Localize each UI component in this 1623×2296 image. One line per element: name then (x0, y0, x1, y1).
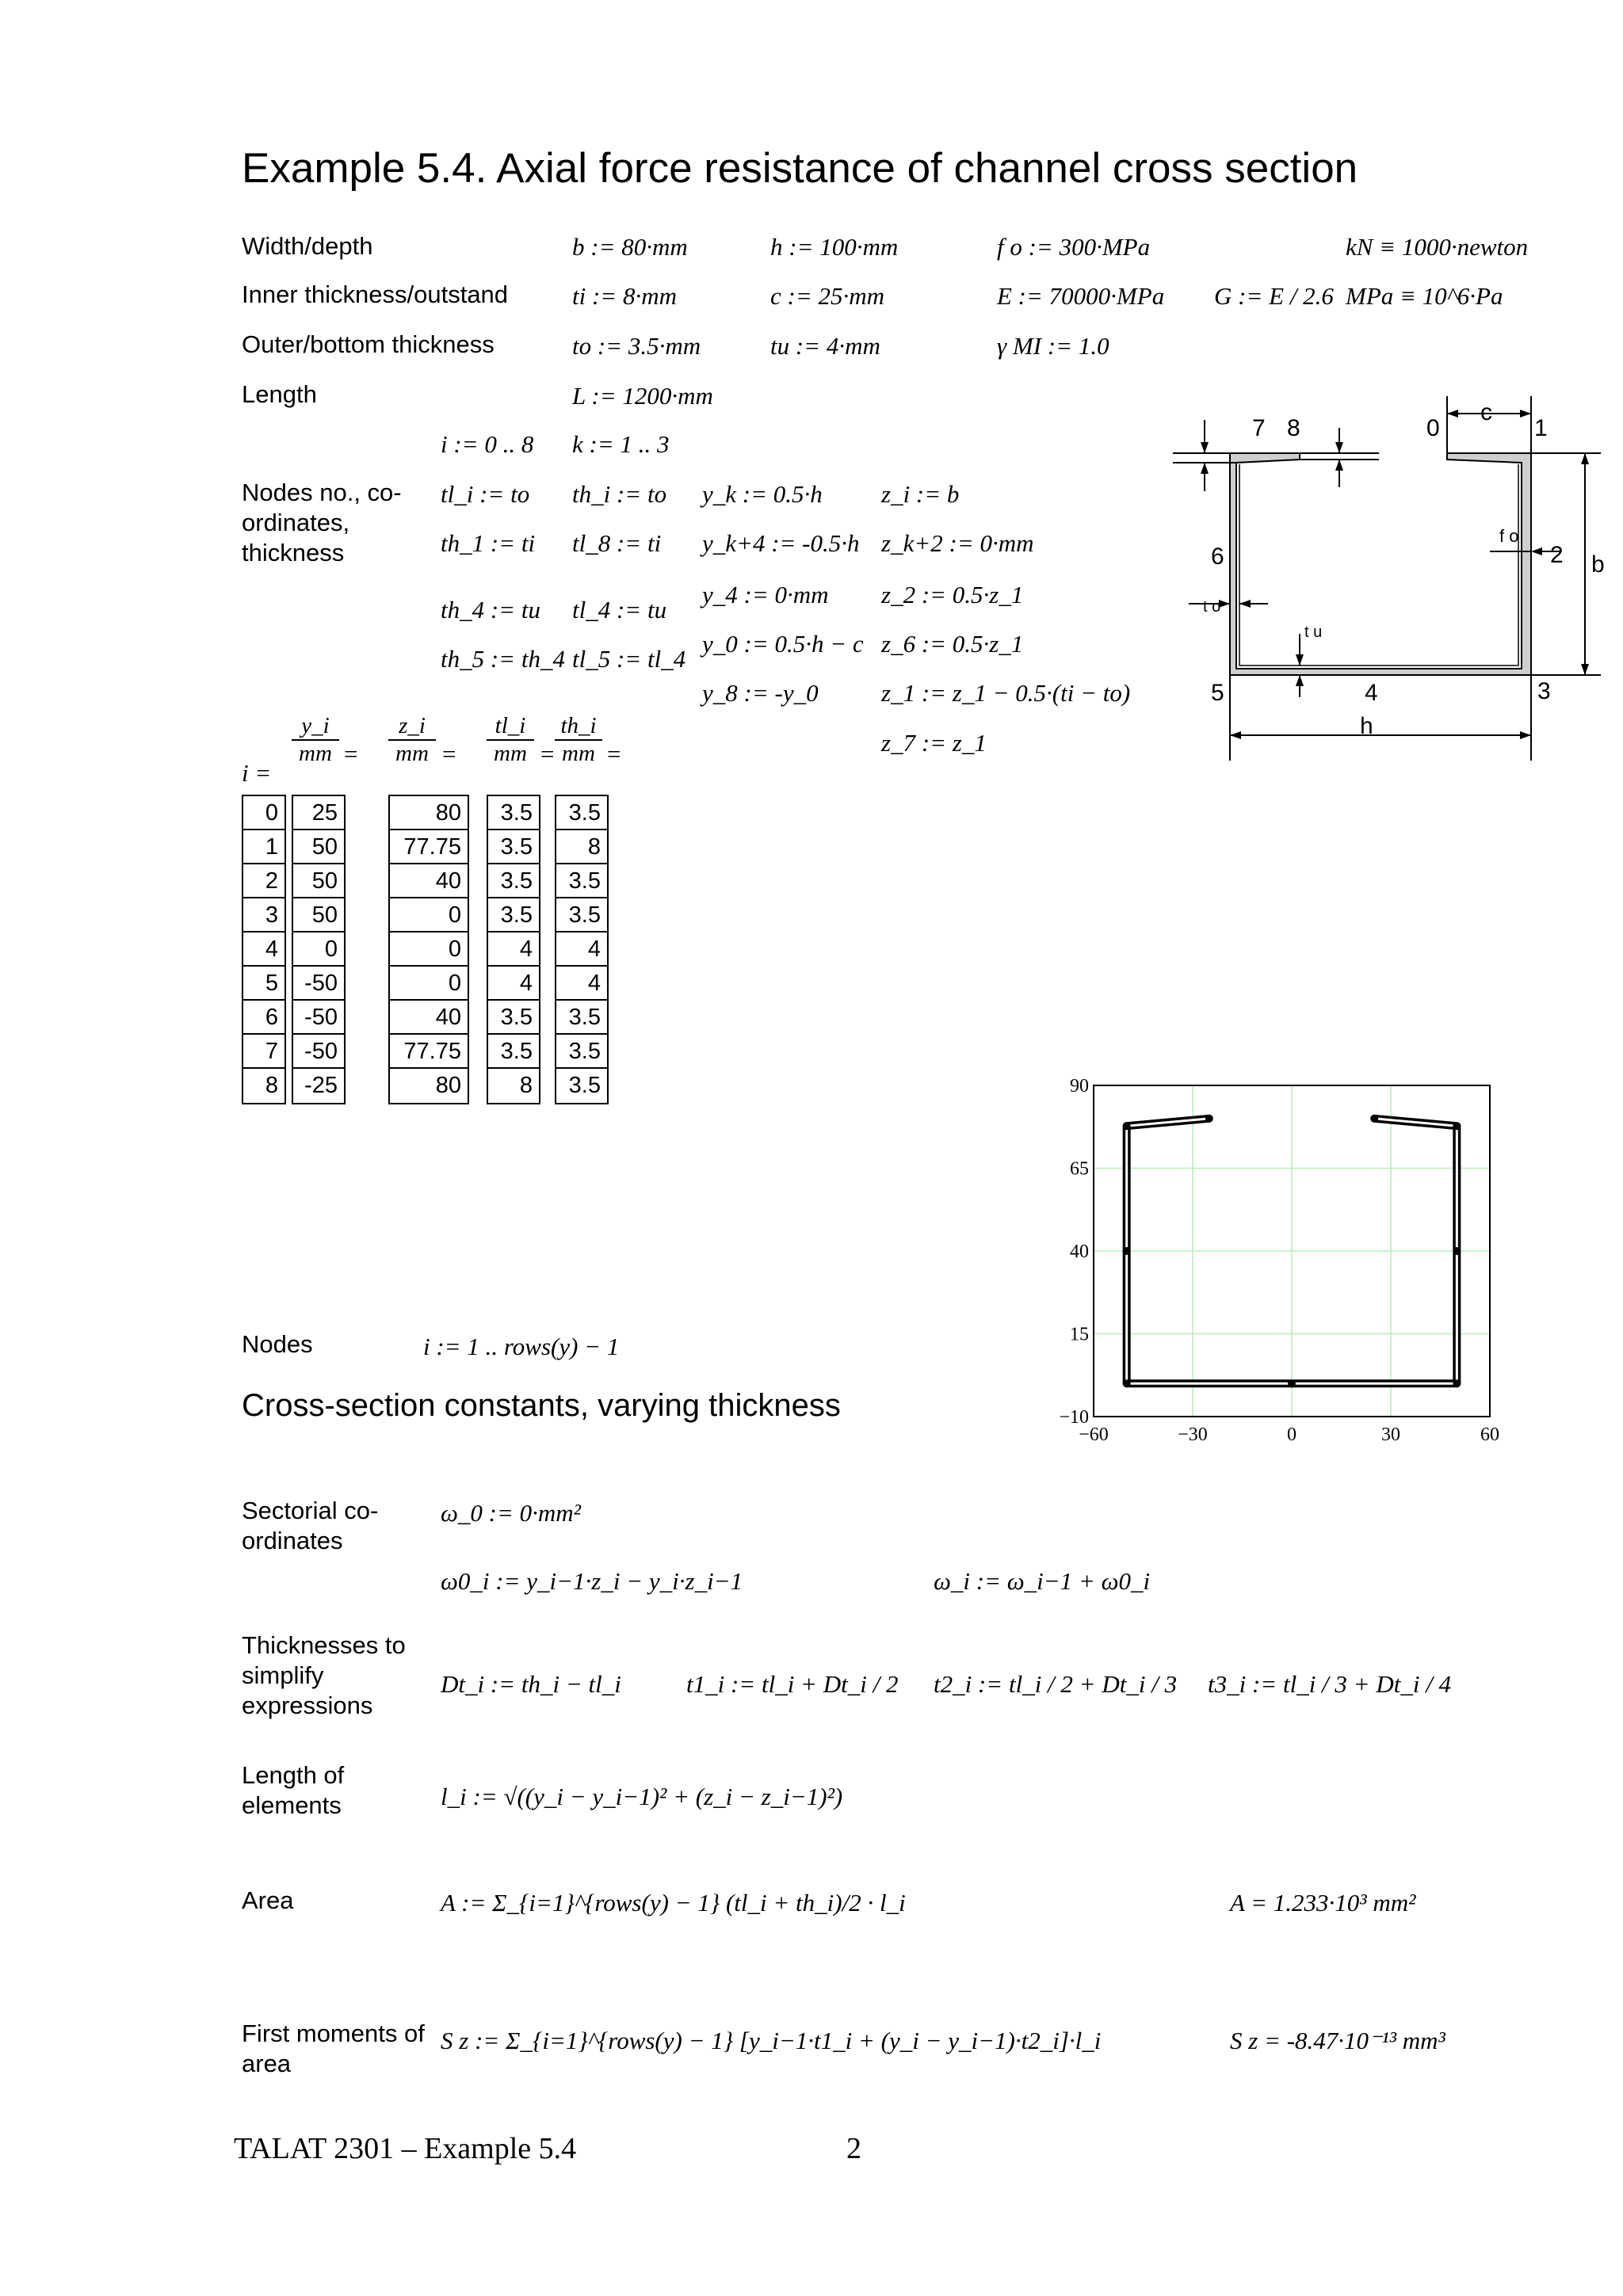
plot-ytick-label: −10 (1059, 1407, 1089, 1428)
table-cell: 3.5 (488, 830, 539, 864)
table-cell: 7 (243, 1035, 285, 1069)
def-tl-5: tl_5 := tl_4 (572, 645, 686, 673)
table-cell: 4 (556, 967, 607, 1001)
footer-page-number: 2 (846, 2132, 861, 2165)
table-col-th (555, 795, 609, 1104)
table-cell: -50 (293, 1001, 344, 1035)
eq-l: L := 1200·mm (572, 382, 713, 410)
plot-node-point (1123, 1379, 1131, 1387)
label-outer-thickness: Outer/bottom thickness (242, 330, 495, 358)
table-cell: 0 (390, 898, 468, 933)
table-cell: 3.5 (568, 1073, 601, 1098)
plot-xtick-label: 60 (1480, 1425, 1499, 1445)
eq-dt: Dt_i := th_i − tl_i (441, 1670, 621, 1698)
eq-nodes-range: i := 1 .. rows(y) − 1 (423, 1333, 620, 1360)
plot-node-point (1453, 1247, 1461, 1255)
eq-omega-0: ω_0 := 0·mm² (441, 1499, 581, 1527)
def-z-6: z_6 := 0.5·z_1 (881, 630, 1024, 658)
node-label-2: 2 (1550, 542, 1564, 568)
table-cell: 4 (488, 933, 539, 967)
table-col-z (388, 795, 469, 1104)
node-label-1: 1 (1534, 415, 1548, 441)
node-label-7: 7 (1252, 415, 1266, 441)
header-th: th_i mm (555, 713, 602, 767)
def-y-k4: y_k+4 := -0.5·h (702, 529, 860, 557)
table-cell: 8 (556, 830, 607, 864)
node-label-6: 6 (1211, 543, 1224, 570)
def-z-7: z_7 := z_1 (881, 729, 987, 757)
table-cell: 77.75 (390, 1035, 468, 1069)
eq-omega-i: ω_i := ω_i−1 + ω0_i (934, 1567, 1151, 1595)
range-k: k := 1 .. 3 (572, 430, 670, 458)
table-cell: 40 (390, 864, 468, 898)
table-cell: 0 (390, 933, 468, 967)
table-cell: 80 (390, 796, 468, 830)
table-cell: -50 (293, 1035, 344, 1069)
table-col-tl (487, 795, 540, 1104)
table-cell: 6 (243, 1001, 285, 1035)
plot-xtick-label: 30 (1381, 1425, 1400, 1445)
table-cell: -50 (293, 967, 344, 1001)
dim-label-h: h (1360, 713, 1373, 739)
dim-label-tu: t u (1304, 624, 1323, 641)
eq-ti: ti := 8·mm (572, 282, 677, 310)
section-title: Cross-section constants, varying thickness (242, 1388, 841, 1423)
table-col-y (292, 795, 346, 1104)
eq-fo: f o := 300·MPa (997, 233, 1151, 261)
table-cell: 5 (243, 967, 285, 1001)
def-z-1: z_1 := z_1 − 0.5·(ti − to) (881, 679, 1131, 707)
table-cell: 50 (293, 830, 344, 864)
table-cell: 4 (556, 933, 607, 967)
def-tl-4: tl_4 := tu (572, 596, 667, 624)
plot-ytick-label: 65 (1070, 1158, 1089, 1180)
plot-ytick-label: 90 (1070, 1076, 1089, 1097)
table-cell: 2 (243, 864, 285, 898)
def-th-5: th_5 := th_4 (441, 645, 565, 673)
label-inner-thickness: Inner thickness/outstand (242, 280, 509, 308)
plot-xtick-label: 0 (1287, 1425, 1296, 1445)
table-col-i (242, 795, 286, 1104)
table-cell: 40 (390, 1001, 468, 1035)
eq-first-moment: S z := Σ_{i=1}^{rows(y) − 1} [y_i−1·t1_i + (y_i − y_i−1)·t2_i]·l_i (441, 2027, 1102, 2054)
table-cell: 0 (390, 967, 468, 1001)
eq-gamma: γ MI := 1.0 (997, 332, 1109, 360)
label-area: Area (242, 1886, 294, 1914)
def-z-2: z_2 := 0.5·z_1 (881, 581, 1024, 608)
eq-c: c := 25·mm (770, 282, 885, 310)
table-index-label: i = (242, 759, 272, 787)
def-y-k: y_k := 0.5·h (702, 480, 823, 508)
label-length-elements: Length of elements (242, 1761, 345, 1819)
eq-h: h := 100·mm (770, 233, 899, 261)
dim-label-fo: f o (1499, 526, 1519, 546)
table-cell: 77.75 (390, 830, 468, 864)
plot-node-point (1370, 1115, 1378, 1123)
eq-t2: t2_i := tl_i / 2 + Dt_i / 3 (934, 1670, 1178, 1698)
table-cell: 3.5 (488, 1001, 539, 1035)
node-label-0: 0 (1426, 415, 1440, 441)
table-cell: 3.5 (488, 864, 539, 898)
result-area: A = 1.233·10³ mm² (1230, 1889, 1416, 1917)
node-label-5: 5 (1211, 680, 1224, 706)
label-nodes: Nodes (242, 1330, 313, 1358)
label-length: Length (242, 380, 317, 408)
table-cell: 3.5 (556, 898, 607, 933)
table-cell: 3.5 (556, 796, 607, 830)
def-y-0: y_0 := 0.5·h − c (702, 630, 864, 658)
node-label-8: 8 (1287, 415, 1300, 441)
footer-title: TALAT 2301 – Example 5.4 (234, 2132, 577, 2165)
def-tl-8: tl_8 := ti (572, 529, 662, 557)
label-thicknesses: Thicknesses to simplify expressions (242, 1631, 406, 1719)
eq-to: to := 3.5·mm (572, 332, 701, 360)
def-z-k2: z_k+2 := 0·mm (881, 529, 1034, 557)
def-y-4: y_4 := 0·mm (702, 581, 829, 608)
label-first-moments: First moments of area (242, 2019, 425, 2077)
plot-node-point (1453, 1122, 1461, 1130)
table-cell: 3 (243, 898, 285, 933)
node-label-4: 4 (1365, 680, 1378, 706)
header-tl: tl_i mm (487, 713, 534, 767)
table-cell: 25 (293, 796, 344, 830)
header-y: y_i mm (292, 713, 339, 767)
table-cell: 4 (488, 967, 539, 1001)
dim-label-to: t o (1203, 598, 1221, 616)
plot-node-point (1453, 1379, 1461, 1387)
eq-e: E := 70000·MPa (997, 282, 1165, 310)
table-cell: 8 (265, 1073, 278, 1098)
cross-section-plot (1059, 1074, 1522, 1454)
dim-label-b: b (1591, 551, 1605, 578)
result-first-moment: S z = -8.47·10⁻¹³ mm³ (1230, 2027, 1445, 2054)
eq-length: l_i := √((y_i − y_i−1)² + (z_i − z_i−1)²) (441, 1783, 843, 1810)
plot-xtick-label: −30 (1178, 1425, 1208, 1445)
plot-node-point (1205, 1115, 1213, 1123)
def-tl-i: tl_i := to (441, 480, 530, 508)
eq-omega0-i: ω0_i := y_i−1·z_i − y_i·z_i−1 (441, 1567, 743, 1595)
eq-t1: t1_i := tl_i + Dt_i / 2 (686, 1670, 899, 1698)
table-cell: 0 (243, 796, 285, 830)
def-th-i: th_i := to (572, 480, 667, 508)
label-nodes-coords: Nodes no., co-ordinates, thickness (242, 479, 402, 566)
plot-xtick-label: −60 (1079, 1425, 1109, 1445)
eq-kn: kN ≡ 1000·newton (1346, 233, 1529, 261)
eq-b: b := 80·mm (572, 233, 688, 261)
table-cell: 50 (293, 898, 344, 933)
plot-node-point (1123, 1122, 1131, 1130)
table-cell: -25 (304, 1073, 338, 1098)
eq-area: A := Σ_{i=1}^{rows(y) − 1} (tl_i + th_i)/2 · l_i (441, 1889, 906, 1917)
table-cell: 3.5 (556, 864, 607, 898)
label-sectorial: Sectorial co-ordinates (242, 1497, 379, 1554)
table-cell: 0 (293, 933, 344, 967)
node-label-3: 3 (1537, 678, 1551, 704)
plot-node-point (1288, 1379, 1296, 1387)
label-width-depth: Width/depth (242, 232, 373, 260)
cross-section-diagram (1157, 380, 1605, 761)
dim-label-c: c (1480, 399, 1492, 425)
def-z-i: z_i := b (881, 480, 960, 508)
header-z: z_i mm (388, 713, 436, 767)
eq-g: G := E / 2.6 (1214, 282, 1334, 310)
table-cell: 4 (243, 933, 285, 967)
table-cell: 3.5 (488, 1035, 539, 1069)
table-cell: 3.5 (488, 898, 539, 933)
table-cell: 3.5 (556, 1035, 607, 1069)
page-title: Example 5.4. Axial force resistance of channel cross section (242, 145, 1358, 192)
plot-node-point (1123, 1247, 1131, 1255)
table-cell: 3.5 (556, 1001, 607, 1035)
eq-t3: t3_i := tl_i / 3 + Dt_i / 4 (1208, 1670, 1452, 1698)
eq-tu: tu := 4·mm (770, 332, 880, 360)
table-cell: 50 (293, 864, 344, 898)
def-y-8: y_8 := -y_0 (702, 679, 819, 707)
def-th-4: th_4 := tu (441, 596, 540, 624)
eq-mpa: MPa ≡ 10^6·Pa (1346, 282, 1503, 310)
plot-ytick-label: 40 (1070, 1241, 1089, 1262)
table-cell: 3.5 (488, 796, 539, 830)
table-cell: 1 (243, 830, 285, 864)
plot-ytick-label: 15 (1070, 1324, 1089, 1345)
range-i: i := 0 .. 8 (441, 430, 534, 458)
def-th-1: th_1 := ti (441, 529, 536, 557)
table-cell: 8 (519, 1073, 533, 1098)
table-cell: 80 (435, 1073, 461, 1098)
